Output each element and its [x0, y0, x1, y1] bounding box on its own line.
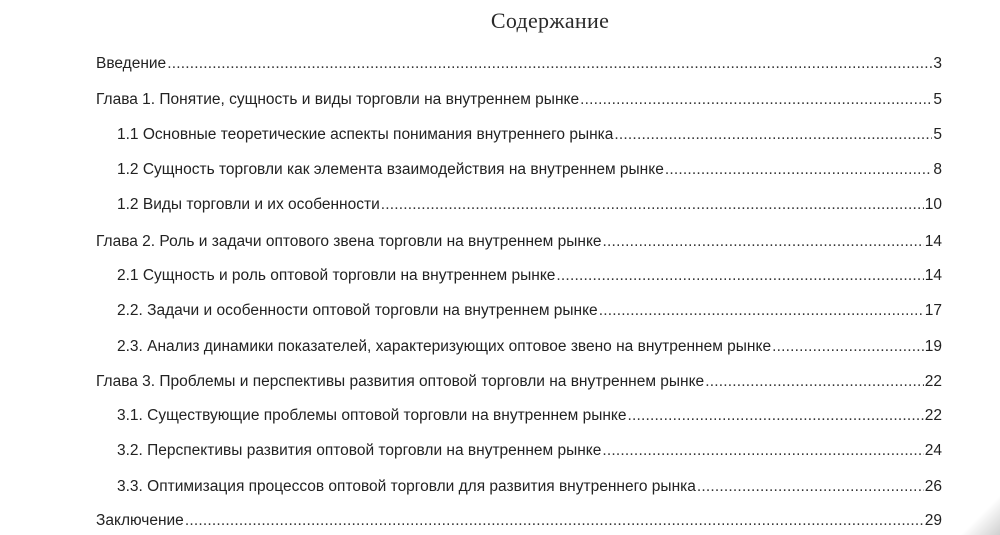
- toc-entry-text: 1.2 Сущность торговли как элемента взаимодействия на внутреннем рынке: [117, 161, 664, 178]
- toc-entry-chapter-1[interactable]: [96, 89, 942, 111]
- toc-entry-section-1-2b[interactable]: [117, 194, 942, 216]
- toc-entry-section-3-2[interactable]: [117, 440, 942, 462]
- page-title: Содержание: [490, 8, 610, 33]
- toc-page-number: 26: [924, 478, 942, 495]
- toc-dot-leader: [381, 194, 924, 216]
- toc-page-number: 14: [924, 267, 942, 284]
- toc-dot-leader: [603, 231, 924, 253]
- toc-entry-section-3-3[interactable]: [117, 476, 942, 498]
- toc-page-number: 8: [933, 161, 942, 178]
- toc-dot-leader: [665, 159, 933, 181]
- toc-entry-section-3-1[interactable]: [117, 405, 942, 427]
- toc-entry-section-1-2a[interactable]: [117, 159, 942, 181]
- toc-dot-leader: [628, 405, 924, 427]
- toc-dot-leader: [185, 510, 924, 532]
- toc-entry-text: Глава 3. Проблемы и перспективы развития оптовой торговли на внутреннем рынке: [96, 373, 705, 390]
- toc-entry-text: 2.3. Анализ динамики показателей, характеризующих оптовое звено на внутреннем рынке: [117, 338, 772, 355]
- toc-dot-leader: [614, 124, 932, 146]
- toc-entry-section-2-2[interactable]: [117, 300, 942, 322]
- toc-page-number: 22: [924, 373, 942, 390]
- toc-dot-leader: [580, 89, 932, 111]
- toc-entry-section-2-1[interactable]: [117, 265, 942, 287]
- toc-entry-introduction[interactable]: [96, 53, 942, 75]
- toc-page-number: 14: [924, 233, 942, 250]
- toc-entry-text: Введение: [96, 55, 167, 72]
- toc-entry-text: 1.2 Виды торговли и их особенности: [117, 196, 380, 213]
- toc-entry-text: 3.3. Оптимизация процессов оптовой торговли для развития внутреннего рынка: [117, 478, 696, 495]
- toc-page-number: 24: [924, 442, 942, 459]
- toc-entry-text: 3.2. Перспективы развития оптовой торговли на внутреннем рынке: [117, 442, 602, 459]
- toc-dot-leader: [697, 476, 924, 498]
- toc-entry-text: 2.1 Сущность и роль оптовой торговли на внутреннем рынке: [117, 267, 556, 284]
- toc-dot-leader: [167, 53, 932, 75]
- toc-dot-leader: [599, 300, 924, 322]
- toc-dot-leader: [556, 265, 923, 287]
- toc-entry-text: Заключение: [96, 512, 184, 529]
- toc-page-number: 22: [924, 407, 942, 424]
- toc-entry-text: Глава 2. Роль и задачи оптового звена торговли на внутреннем рынке: [96, 233, 602, 250]
- page-corner-shadow: [960, 495, 1000, 535]
- toc-page-number: 3: [933, 55, 942, 72]
- toc-entry-text: Глава 1. Понятие, сущность и виды торговли на внутреннем рынке: [96, 91, 580, 108]
- toc-dot-leader: [705, 371, 924, 393]
- toc-page-number: 17: [924, 302, 942, 319]
- toc-dot-leader: [602, 440, 923, 462]
- toc-entry-text: 1.1 Основные теоретические аспекты понимания внутреннего рынка: [117, 126, 614, 143]
- toc-entry-section-2-3[interactable]: [117, 336, 942, 358]
- toc-entry-text: 2.2. Задачи и особенности оптовой торговли на внутреннем рынке: [117, 302, 598, 319]
- toc-entry-conclusion[interactable]: [96, 510, 942, 532]
- toc-dot-leader: [772, 336, 924, 358]
- toc-entry-section-1-1[interactable]: [117, 124, 942, 146]
- toc-page-number: 19: [924, 338, 942, 355]
- toc-page-number: 5: [933, 91, 942, 108]
- toc-page-number: 5: [933, 126, 942, 143]
- toc-page-number: 10: [924, 196, 942, 213]
- toc-entry-text: 3.1. Существующие проблемы оптовой торговли на внутреннем рынке: [117, 407, 627, 424]
- toc-entry-chapter-3[interactable]: [96, 371, 942, 393]
- toc-entry-chapter-2[interactable]: [96, 231, 942, 253]
- toc-page-number: 29: [924, 512, 942, 529]
